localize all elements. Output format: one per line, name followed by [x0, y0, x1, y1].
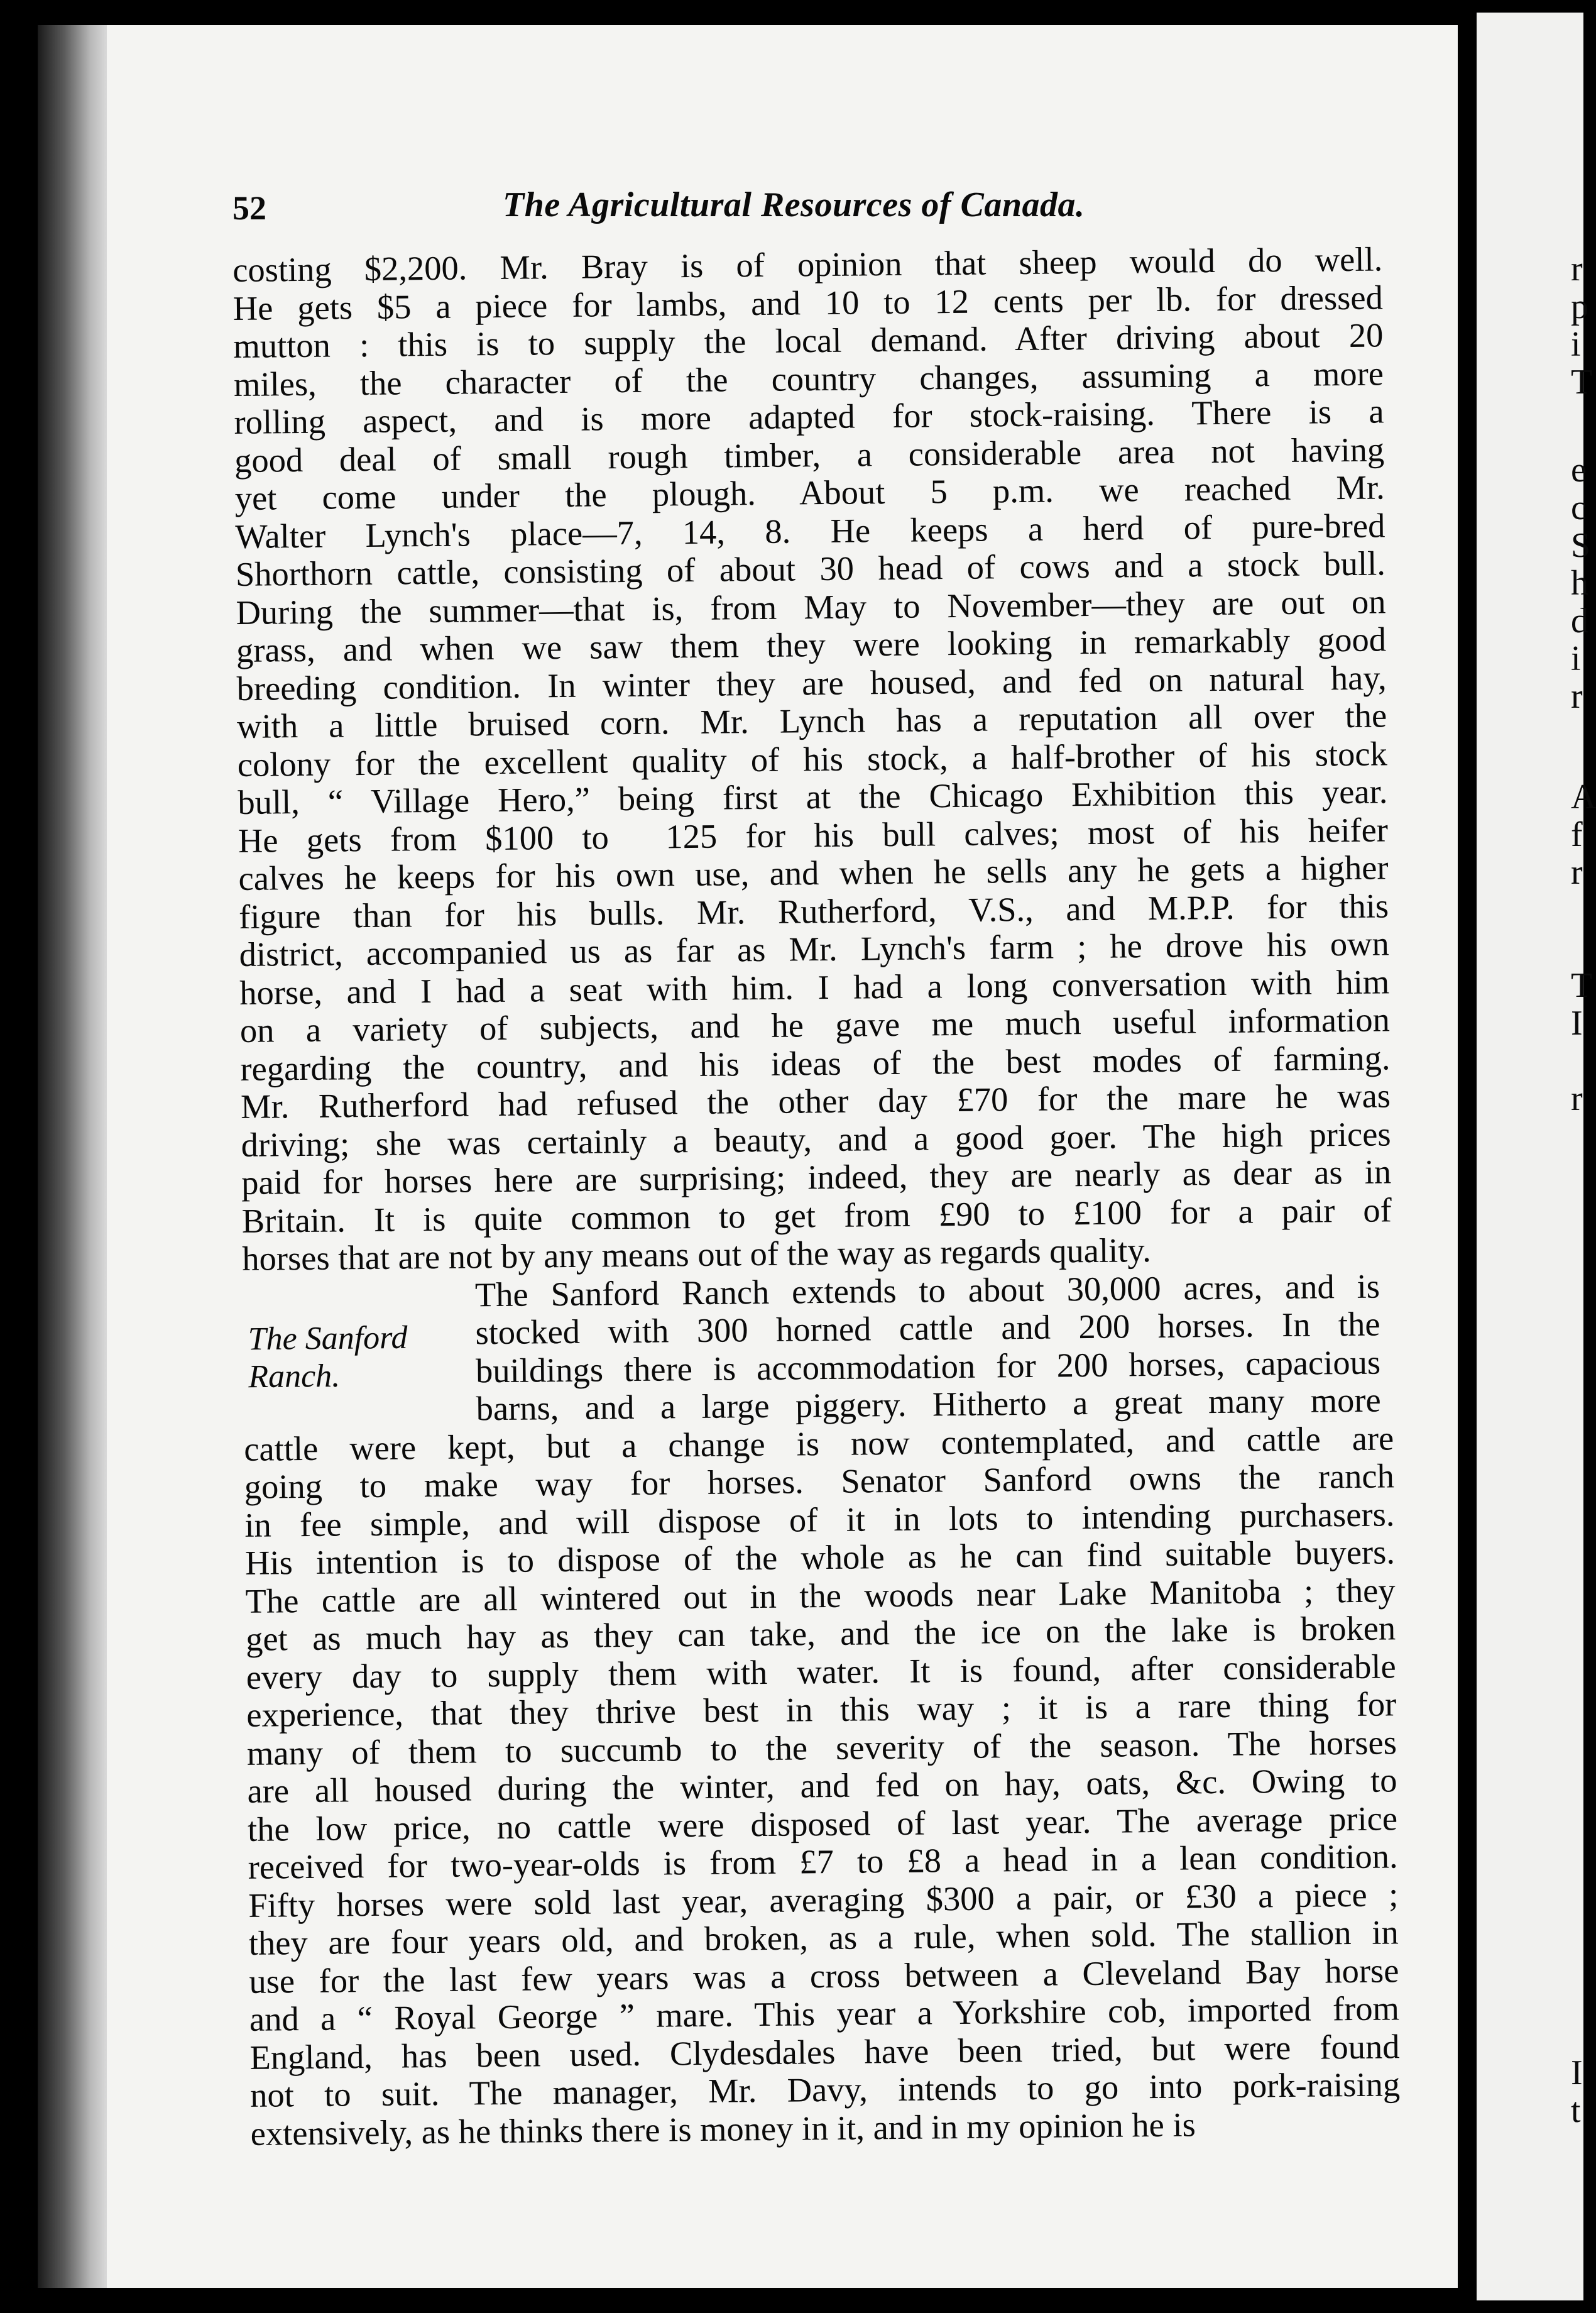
- adjacent-page-fragment: r: [1571, 1079, 1583, 1118]
- body-text: [232, 240, 1401, 2152]
- text-line: horse, and I had a seat with him. I had a long conversation with him: [239, 962, 1390, 1012]
- text-line: good deal of small rough timber, a considerable area not having: [234, 429, 1385, 480]
- text-line: are all housed during the winter, and fed on hay, oats, &c. Owing to: [247, 1761, 1397, 1810]
- text-line: not to suit. The manager, Mr. Davy, intends to go into pork-raising: [249, 2065, 1401, 2114]
- text-line: many of them to succumb to the severity of the season. The horses: [246, 1722, 1397, 1772]
- text-line: colony for the excellent quality of his stock, a half-brother of his stock: [237, 733, 1388, 784]
- text-line: miles, the character of the country changes, assuming a more: [233, 353, 1384, 404]
- text-line: every day to supply them with water. It is found, after considerable: [246, 1646, 1396, 1696]
- text-line: His intention is to dispose of the whole as he can find suitable buyers.: [244, 1532, 1396, 1582]
- adjacent-page-fragment: S: [1571, 526, 1591, 565]
- text-line: Mr. Rutherford had refused the other day £70 for the mare he was: [240, 1076, 1391, 1126]
- text-line: driving; she was certainly a beauty, and a good goer. The high prices: [241, 1114, 1391, 1164]
- text-line: buildings there is accommodation for 200 horses, capacious: [475, 1343, 1381, 1390]
- text-line: He gets from $100 to 125 for his bull calves; most of his heifer: [238, 810, 1389, 860]
- running-title: The Agricultural Resources of Canada.: [503, 185, 1085, 224]
- text-line: bull, “ Village Hero,” being first at the Chicago Exhibition this year.: [238, 772, 1388, 821]
- adjacent-page-fragment: T: [1571, 966, 1593, 1005]
- text-line: Walter Lynch's place—7, 14, 8. He keeps a herd of pure-bred: [235, 505, 1386, 556]
- text-line: experience, that they thrive best in this way ; it is a rare thing for: [246, 1684, 1397, 1734]
- adjacent-page-fragment: d: [1571, 602, 1588, 640]
- text-line: with a little bruised corn. Mr. Lynch has a reputation all over the: [236, 696, 1387, 745]
- text-line: regarding the country, and his ideas of the best modes of farming.: [240, 1038, 1391, 1088]
- text-line: they are four years old, and broken, as a rule, when sold. The stallion in: [248, 1913, 1399, 1962]
- adjacent-page-fragment: h: [1571, 564, 1588, 603]
- text-line: on a variety of subjects, and he gave me much useful information: [239, 1000, 1391, 1050]
- adjacent-page-fragment: I: [1571, 1004, 1583, 1043]
- binding-gutter: [38, 25, 113, 2288]
- text-line: in fee simple, and will dispose of it in lots to intending purchasers.: [244, 1494, 1395, 1544]
- adjacent-page-fragment: i: [1571, 325, 1581, 364]
- text-line: calves he keeps for his own use, and when he sells any he gets a higher: [238, 848, 1389, 898]
- adjacent-page-fragment: c: [1571, 488, 1587, 527]
- text-line: and a “ Royal George ” mare. This year a Yorkshire cob, imported from: [249, 1989, 1400, 2038]
- text-line: He gets $5 a piece for lambs, and 10 to 12 cents per lb. for dressed: [232, 277, 1384, 327]
- adjacent-page-fragment: e: [1571, 451, 1587, 490]
- adjacent-page-fragment: p: [1571, 287, 1588, 326]
- text-line: During the summer—that is, from May to November—they are out on: [236, 581, 1386, 632]
- text-line: the low price, no cattle were disposed of last year. The average price: [247, 1798, 1398, 1849]
- text-line: The Sanford Ranch extends to about 30,000 acres, and is: [474, 1266, 1380, 1314]
- text-line: district, accompanied us as far as Mr. Lynch's farm ; he drove his own: [239, 924, 1389, 974]
- margin-note-line: The Sanford: [248, 1319, 408, 1358]
- text-line: Shorthorn cattle, consisting of about 30 head of cows and a stock bull.: [235, 544, 1386, 593]
- text-line: received for two-year-olds is from £7 to £8 a head in a lean condition.: [248, 1837, 1398, 1886]
- adjacent-page-fragment: A: [1571, 777, 1596, 816]
- adjacent-page-fragment: T: [1571, 363, 1593, 402]
- page-number: 52: [232, 189, 266, 227]
- text-line: figure than for his bulls. Mr. Rutherford, V.S., and M.P.P. for this: [238, 886, 1389, 936]
- margin-note-line: Ranch.: [248, 1358, 341, 1395]
- adjacent-page-fragment: r: [1571, 250, 1583, 288]
- text-line: Britain. It is quite common to get from £90 to £100 for a pair of: [241, 1190, 1392, 1240]
- text-line: going to make way for horses. Senator Sanford owns the ranch: [244, 1456, 1395, 1506]
- text-line: stocked with 300 horned cattle and 200 horses. In the: [475, 1304, 1380, 1352]
- adjacent-page-fragment: r: [1571, 677, 1583, 716]
- text-line: grass, and when we saw them they were looking in remarkably good: [236, 620, 1387, 669]
- text-line: England, has been used. Clydesdales have been tried, but were found: [249, 2026, 1400, 2077]
- adjacent-page-fragment: r: [1571, 853, 1583, 892]
- text-line: The cattle are all wintered out in the woods near Lake Manitoba ; they: [245, 1570, 1396, 1620]
- text-line: horses that are not by any means out of the way as regards quality.: [242, 1231, 1151, 1278]
- text-line: barns, and a large piggery. Hitherto a great many more: [476, 1380, 1381, 1428]
- adjacent-page-fragment: i: [1571, 639, 1581, 678]
- text-line: Fifty horses were sold last year, averaging $300 a pair, or £30 a piece ;: [248, 1874, 1399, 1925]
- text-line: extensively, as he thinks there is money in it, and in my opinion he is: [250, 2104, 1196, 2153]
- running-head: [232, 176, 1376, 226]
- adjacent-page-fragment: I: [1571, 2053, 1583, 2092]
- adjacent-page-edge: [1477, 13, 1596, 2300]
- text-line: yet come under the plough. About 5 p.m. we reached Mr.: [234, 468, 1385, 517]
- text-line: breeding condition. In winter they are housed, and fed on natural hay,: [236, 657, 1387, 708]
- adjacent-page-fragment: t: [1571, 2091, 1581, 2130]
- adjacent-page-fragment: f: [1571, 815, 1583, 854]
- text-line: costing $2,200. Mr. Bray is of opinion that sheep would do well.: [232, 239, 1383, 289]
- text-line: get as much hay as they can take, and the ice on the lake is broken: [245, 1608, 1396, 1658]
- text-line: use for the last few years was a cross between a Cleveland Bay horse: [249, 1950, 1399, 2001]
- text-line: cattle were kept, but a change is now contemplated, and cattle are: [243, 1418, 1394, 1468]
- text-line: rolling aspect, and is more adapted for stock-raising. There is a: [234, 392, 1384, 441]
- text-line: mutton : this is to supply the local demand. After driving about 20: [233, 316, 1384, 365]
- text-line: paid for horses here are surprising; indeed, they are nearly as dear as in: [241, 1152, 1392, 1202]
